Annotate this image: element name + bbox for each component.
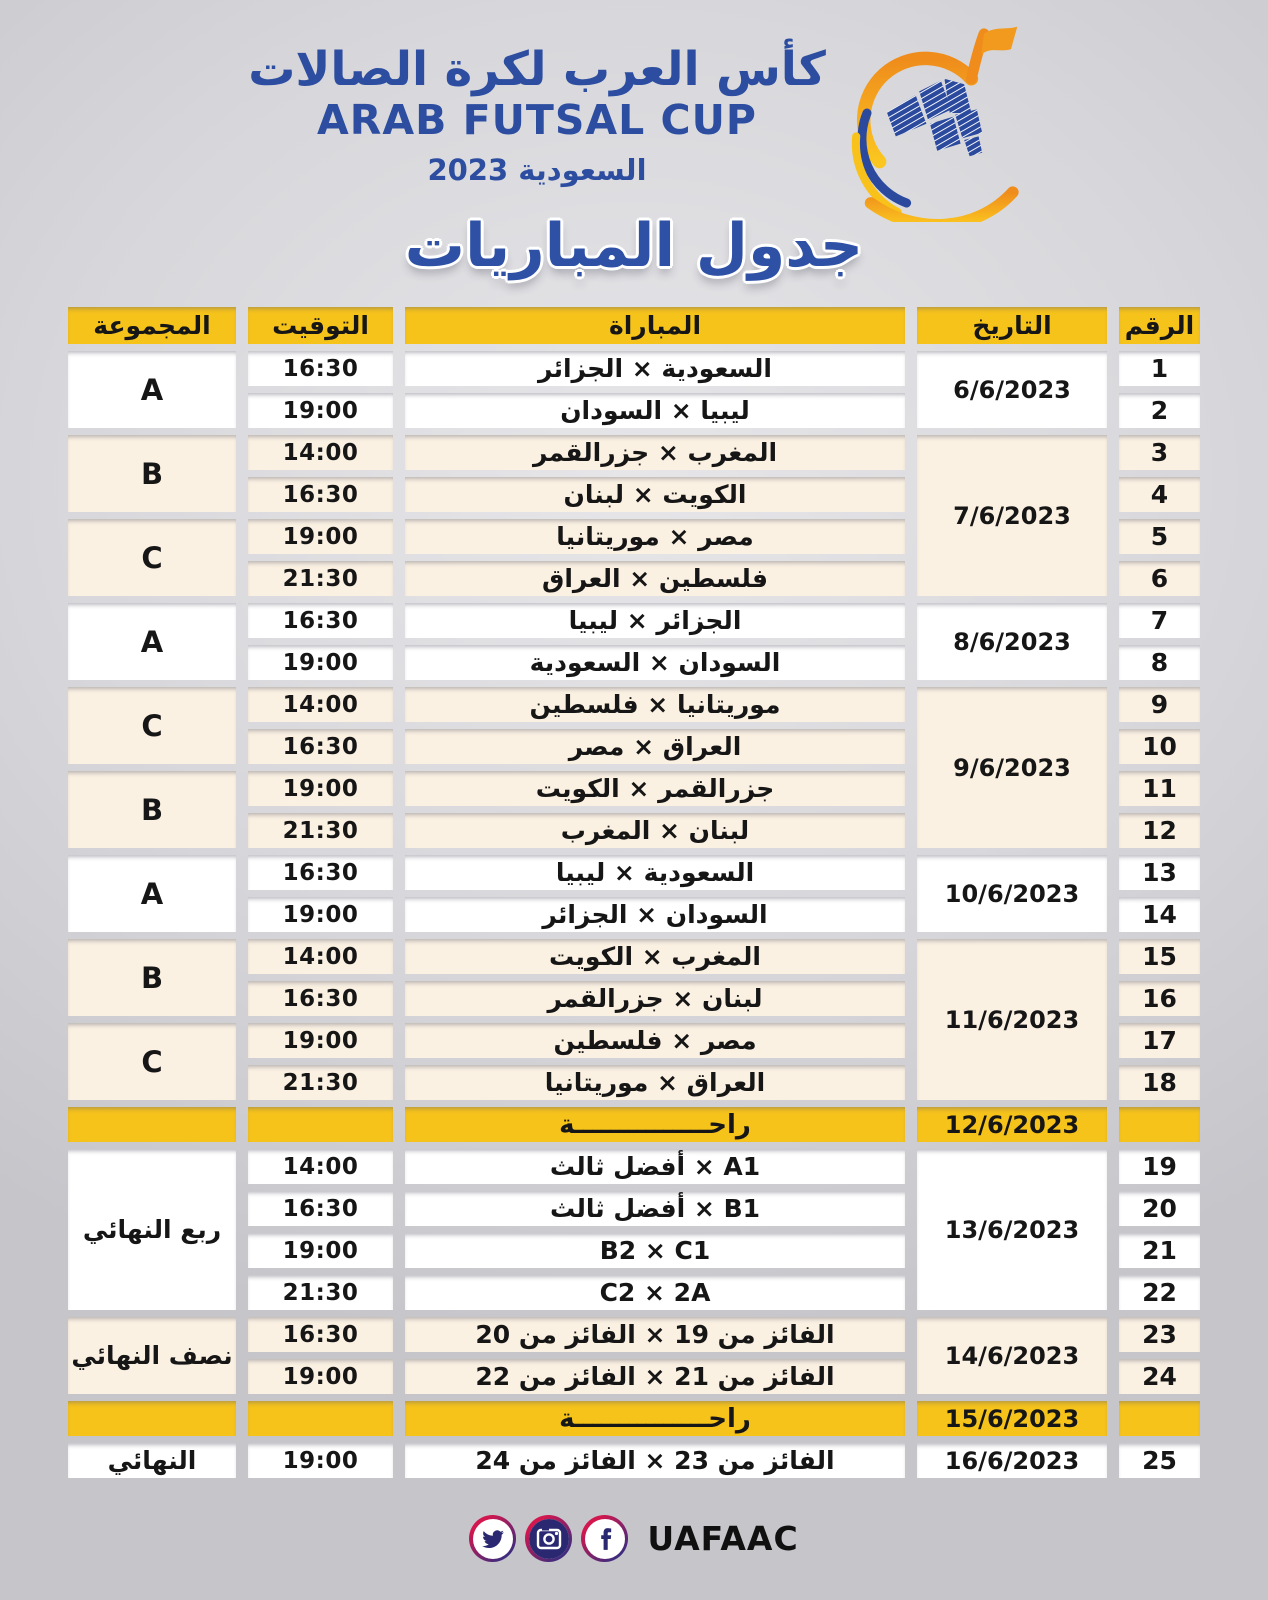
date-cell: 9/6/2023 [917,687,1107,848]
match-cell: الجزائر × ليبيا [405,603,905,638]
logo-players-mosaic [887,79,982,156]
rest-time-cell [248,1401,393,1436]
column-header-date: التاريخ [917,307,1107,344]
match-cell: المغرب × الكويت [405,939,905,974]
group-cell: B [68,771,236,848]
time-cell: 16:30 [248,477,393,512]
date-cell: 13/6/2023 [917,1149,1107,1310]
rest-date-cell: 15/6/2023 [917,1401,1107,1436]
match-cell: B1 × أفضل ثالث [405,1191,905,1226]
logo-flag [971,27,1017,79]
match-number-cell: 21 [1119,1233,1200,1268]
date-cell: 11/6/2023 [917,939,1107,1100]
time-cell: 19:00 [248,771,393,806]
tournament-titles [248,30,826,187]
rest-label-cell: راحـــــــــــــــة [405,1107,905,1142]
time-cell: 19:00 [248,519,393,554]
twitter-badge[interactable] [469,1515,516,1562]
time-cell: 16:30 [248,729,393,764]
match-number-cell: 13 [1119,855,1200,890]
facebook-icon [585,1519,625,1559]
date-cell: 14/6/2023 [917,1317,1107,1394]
time-cell: 21:30 [248,813,393,848]
time-cell: 16:30 [248,1191,393,1226]
match-cell: جزرالقمر × الكويت [405,771,905,806]
match-cell: C2 × 2A [405,1275,905,1310]
time-cell: 19:00 [248,897,393,932]
rest-group-cell [68,1107,236,1142]
match-number-cell: 23 [1119,1317,1200,1352]
group-cell: C [68,687,236,764]
match-row [68,1443,1200,1478]
group-cell: A [68,603,236,680]
match-cell: السودان × الجزائر [405,897,905,932]
match-number-cell: 7 [1119,603,1200,638]
match-cell: الكويت × لبنان [405,477,905,512]
time-cell: 19:00 [248,1023,393,1058]
match-cell: الفائز من 19 × الفائز من 20 [405,1317,905,1352]
rest-number-cell [1119,1107,1200,1142]
match-cell: العراق × مصر [405,729,905,764]
match-number-cell: 8 [1119,645,1200,680]
instagram-badge[interactable] [525,1515,572,1562]
tournament-header [0,0,1268,210]
rest-time-cell [248,1107,393,1142]
time-cell: 19:00 [248,1359,393,1394]
time-cell: 14:00 [248,939,393,974]
tournament-title-arabic: كأس العرب لكرة الصالات [248,42,826,97]
date-cell: 10/6/2023 [917,855,1107,932]
match-number-cell: 14 [1119,897,1200,932]
match-number-cell: 16 [1119,981,1200,1016]
group-cell: A [68,855,236,932]
match-number-cell: 1 [1119,351,1200,386]
tournament-host-year: السعودية 2023 [427,152,647,187]
match-cell: مصر × فلسطين [405,1023,905,1058]
rest-day-row [68,1107,1200,1142]
match-cell: فلسطين × العراق [405,561,905,596]
page-title: جدول المباريات [404,211,864,281]
match-row [68,351,1200,386]
match-cell: السعودية × الجزائر [405,351,905,386]
rest-label-cell: راحـــــــــــــــة [405,1401,905,1436]
group-cell: النهائي [68,1443,236,1478]
date-cell: 7/6/2023 [917,435,1107,596]
group-cell: B [68,435,236,512]
match-row [68,855,1200,890]
match-number-cell: 17 [1119,1023,1200,1058]
match-number-cell: 3 [1119,435,1200,470]
rest-number-cell [1119,1401,1200,1436]
match-cell: العراق × موريتانيا [405,1065,905,1100]
tournament-logo [840,22,1020,222]
match-cell: A1 × أفضل ثالث [405,1149,905,1184]
match-number-cell: 19 [1119,1149,1200,1184]
time-cell: 21:30 [248,1065,393,1100]
time-cell: 21:30 [248,561,393,596]
facebook-badge[interactable] [581,1515,628,1562]
match-cell: ليبيا × السودان [405,393,905,428]
match-row [68,687,1200,722]
time-cell: 19:00 [248,1443,393,1478]
match-cell: المغرب × جزرالقمر [405,435,905,470]
group-cell: ربع النهائي [68,1149,236,1310]
match-number-cell: 15 [1119,939,1200,974]
schedule-table [56,300,1212,1485]
logo-swoosh-ring [856,58,1013,222]
match-number-cell: 24 [1119,1359,1200,1394]
rest-date-cell: 12/6/2023 [917,1107,1107,1142]
match-cell: الفائز من 23 × الفائز من 24 [405,1443,905,1478]
match-cell: السعودية × ليبيا [405,855,905,890]
match-cell: لبنان × جزرالقمر [405,981,905,1016]
match-number-cell: 22 [1119,1275,1200,1310]
date-cell: 8/6/2023 [917,603,1107,680]
match-cell: السودان × السعودية [405,645,905,680]
social-footer [0,1515,1268,1562]
time-cell: 19:00 [248,1233,393,1268]
match-number-cell: 5 [1119,519,1200,554]
match-cell: موريتانيا × فلسطين [405,687,905,722]
time-cell: 19:00 [248,645,393,680]
match-row [68,435,1200,470]
column-header-match: المباراة [405,307,905,344]
match-row [68,1149,1200,1184]
match-number-cell: 11 [1119,771,1200,806]
group-cell: A [68,351,236,428]
column-header-group: المجموعة [68,307,236,344]
schedule-body [68,351,1200,1478]
column-header-time: التوقيت [248,307,393,344]
rest-day-row [68,1401,1200,1436]
group-cell: نصف النهائي [68,1317,236,1394]
match-cell: لبنان × المغرب [405,813,905,848]
match-number-cell: 9 [1119,687,1200,722]
rest-group-cell [68,1401,236,1436]
time-cell: 16:30 [248,855,393,890]
match-number-cell: 18 [1119,1065,1200,1100]
time-cell: 21:30 [248,1275,393,1310]
date-cell: 6/6/2023 [917,351,1107,428]
match-row [68,603,1200,638]
time-cell: 16:30 [248,603,393,638]
time-cell: 16:30 [248,981,393,1016]
match-cell: الفائز من 21 × الفائز من 22 [405,1359,905,1394]
match-number-cell: 10 [1119,729,1200,764]
twitter-icon [473,1519,513,1559]
group-cell: C [68,519,236,596]
instagram-icon [529,1519,569,1559]
date-cell: 16/6/2023 [917,1443,1107,1478]
time-cell: 16:30 [248,351,393,386]
group-cell: C [68,1023,236,1100]
match-cell: B2 × C1 [405,1233,905,1268]
match-number-cell: 6 [1119,561,1200,596]
social-handle: UAFAAC [647,1519,799,1558]
match-number-cell: 2 [1119,393,1200,428]
match-cell: مصر × موريتانيا [405,519,905,554]
column-header-num: الرقم [1119,307,1200,344]
match-number-cell: 25 [1119,1443,1200,1478]
time-cell: 14:00 [248,1149,393,1184]
group-cell: B [68,939,236,1016]
time-cell: 16:30 [248,1317,393,1352]
match-number-cell: 20 [1119,1191,1200,1226]
tournament-title-english: ARAB FUTSAL CUP [317,95,757,144]
schedule-head [68,307,1200,344]
time-cell: 19:00 [248,393,393,428]
match-number-cell: 12 [1119,813,1200,848]
match-row [68,939,1200,974]
match-number-cell: 4 [1119,477,1200,512]
time-cell: 14:00 [248,687,393,722]
time-cell: 14:00 [248,435,393,470]
match-row [68,1317,1200,1352]
schedule-table-wrap [56,300,1212,1485]
